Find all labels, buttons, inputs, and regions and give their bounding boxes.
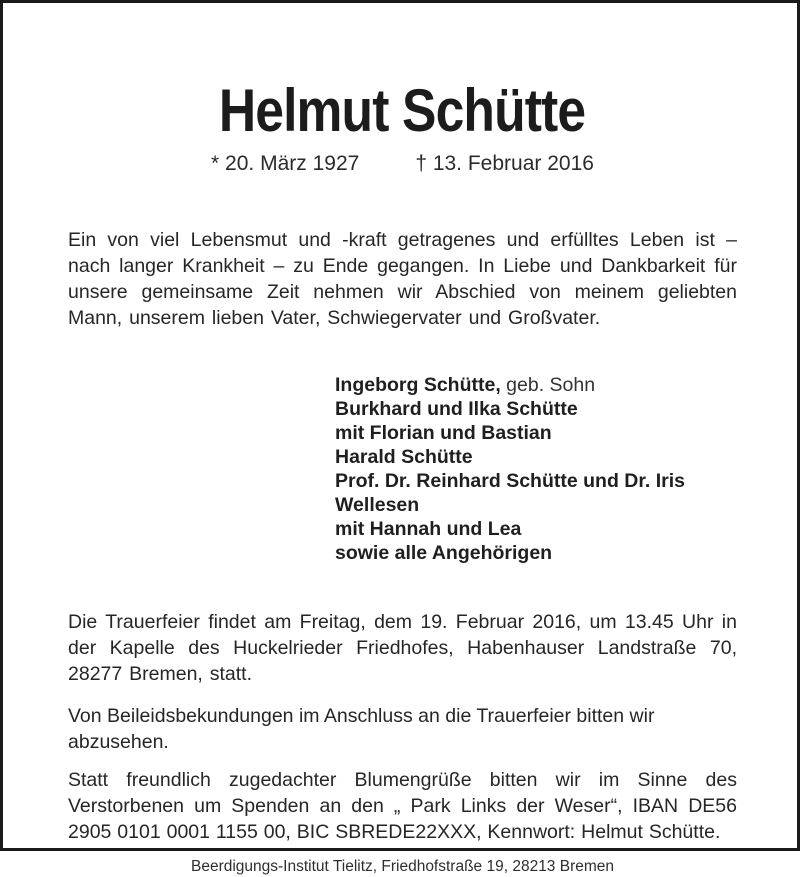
birth-date: * 20. März 1927 [211,152,360,175]
funeral-paragraph: Die Trauerfeier findet am Freitag, dem 19. Februar 2016, um 13.45 Uhr in der Kapelle des Huckelrieder Friedhofes, Habenhauser Landstraße 70, 28277 Bremen, statt. [68,611,737,685]
mourner-line [335,469,737,517]
life-dates [68,151,737,177]
mourner-suffix: geb. Sohn [500,374,596,396]
undertaker-line: Beerdigungs-Institut Tielitz, Friedhofstraße 19, 28213 Bremen [190,858,615,875]
mourner-line [335,421,737,445]
mourner-name: sowie alle Angehörigen [335,542,553,564]
deceased-name-row [68,77,737,144]
condolence-paragraph: Von Beileidsbekundungen im Anschluss an die Trauerfeier bitten wir abzusehen. [68,705,655,753]
mourner-name: mit Hannah und Lea [335,518,522,540]
donation-paragraph: Statt freundlich zugedachter Blumengrüße bitten wir im Sinne des Verstorbenen um Spenden an den „ Park Links der Weser“, IBAN DE56 2905 0101 0001 1155 00, BIC SBREDE22XXX, Kennwort: Helmut Schütte. [68,769,737,843]
deceased-name: Helmut Schütte [219,77,586,144]
mourner-name: Ingeborg Schütte, [335,374,501,396]
death-date: † 13. Februar 2016 [415,152,594,175]
mourners-list [335,373,737,565]
mourner-name: Burkhard und Ilka Schütte [335,398,578,420]
mourner-line [335,397,737,421]
mourner-line [335,445,737,469]
mourner-line [335,373,737,397]
mourner-line [335,517,737,541]
mourner-name: Prof. Dr. Reinhard Schütte und Dr. Iris Wellesen [335,470,685,516]
mourner-name: mit Florian und Bastian [335,422,552,444]
intro-paragraph: Ein von viel Lebensmut und -kraft getragenes und erfülltes Leben ist – nach langer Krankheit – zu Ende gegangen. In Liebe und Dankbarkeit für unsere gemeinsame Zeit nehmen wir Abschied von meinem geliebten Mann, unserem lieben Vater, Schwiegervater und Großvater. [68,229,737,329]
mourner-name: Harald Schütte [335,446,473,468]
mourner-line [335,541,737,565]
